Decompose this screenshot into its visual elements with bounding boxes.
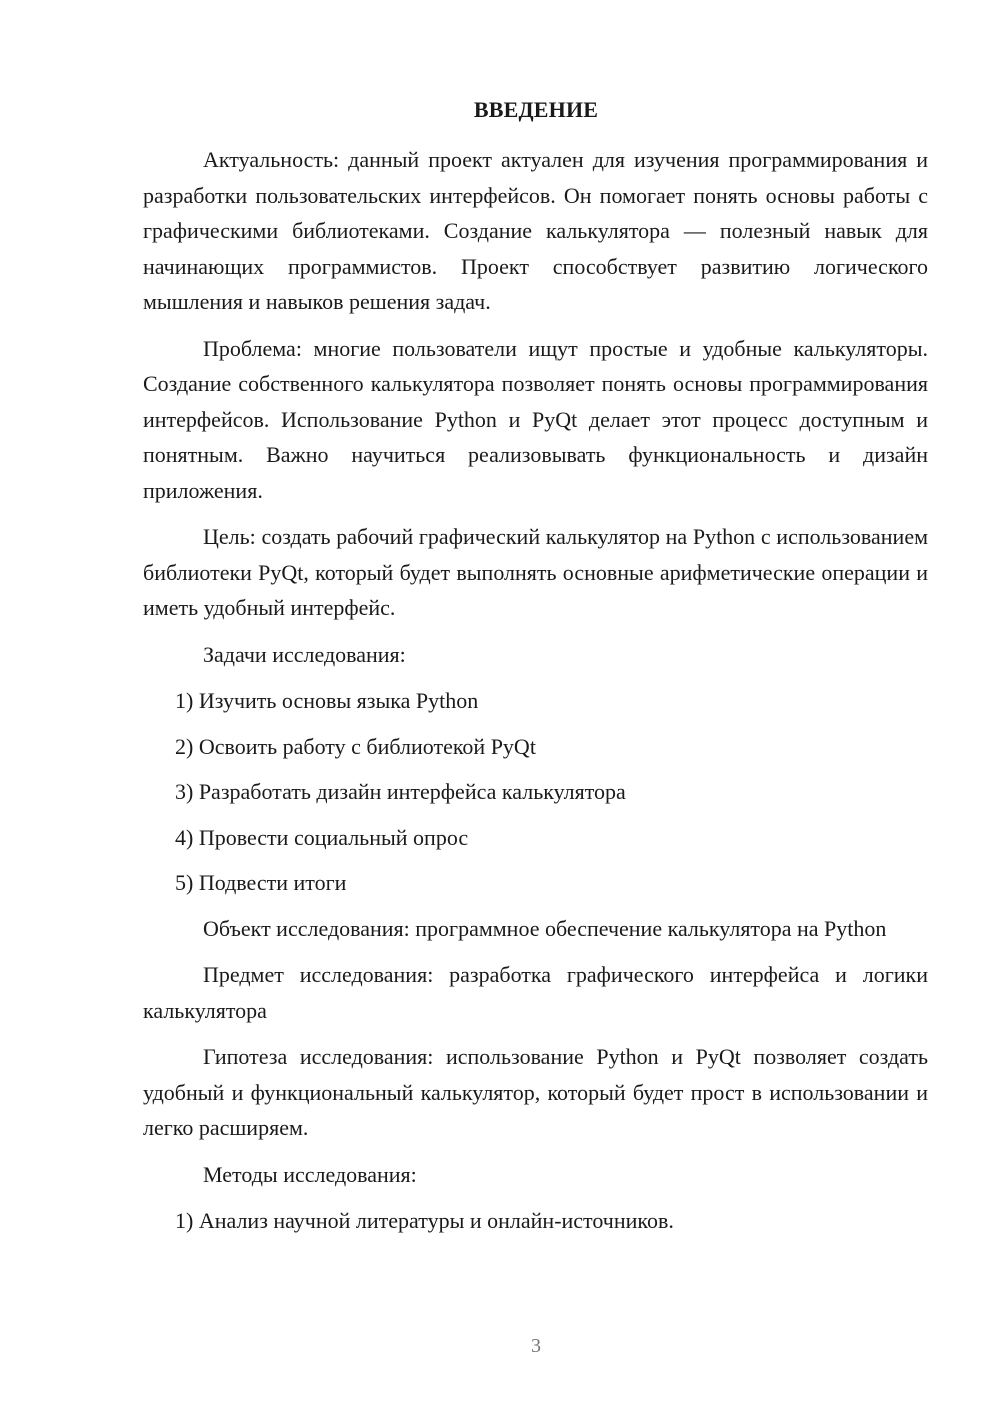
paragraph-problem: Проблема: многие пользователи ищут простые и удобные калькуляторы. Создание собственного калькулятора позволяет понять основы программирования интерфейсов. Использование Python и PyQt делает этот процесс доступным и понятным. Важно научиться реализовывать функциональность и дизайн приложения. — [143, 335, 928, 503]
list-item: 4) Провести социальный опрос — [175, 824, 469, 850]
document-body — [143, 142, 928, 1249]
list-item: 3) Разработать дизайн интерфейса калькулятора — [175, 779, 626, 804]
paragraph-subject: Предмет исследования: разработка графического интерфейса и логики калькулятора — [143, 962, 928, 1023]
tasks-heading: Задачи исследования: — [203, 641, 406, 667]
list-item: 2) Освоить работу с библиотекой PyQt — [175, 733, 536, 759]
list-item: 5) Подвести итоги — [175, 870, 347, 895]
paragraph-goal: Цель: создать рабочий графический калькулятор на Python с использованием библиотеки PyQt, который будет выполнять основные арифметические операции и иметь удобный интерфейс. — [143, 524, 928, 620]
paragraph-relevance: Актуальность: данный проект актуален для изучения программирования и разработки пользовательских интерфейсов. Он помогает понять основы работы с графическими библиотеками. Создание калькулятора — полезный навык для начинающих программистов. Проект способствует развитию логического мышления и навыков решения задач. — [143, 147, 928, 314]
paragraph-object: Объект исследования: программное обеспечение калькулятора на Python — [203, 915, 887, 941]
list-item: 1) Анализ научной литературы и онлайн-источников. — [175, 1208, 674, 1233]
tasks-list — [143, 683, 928, 901]
page-number: 3 — [531, 1335, 541, 1357]
methods-list — [143, 1203, 928, 1239]
section-title: ВВЕДЕНИЕ — [473, 97, 599, 122]
paragraph-hypothesis: Гипотеза исследования: использование Python и PyQt позволяет создать удобный и функциональный калькулятор, который будет прост в использовании и легко расширяем. — [143, 1044, 928, 1140]
methods-heading: Методы исследования: — [203, 1161, 417, 1187]
list-item: 1) Изучить основы языка Python — [175, 688, 479, 713]
